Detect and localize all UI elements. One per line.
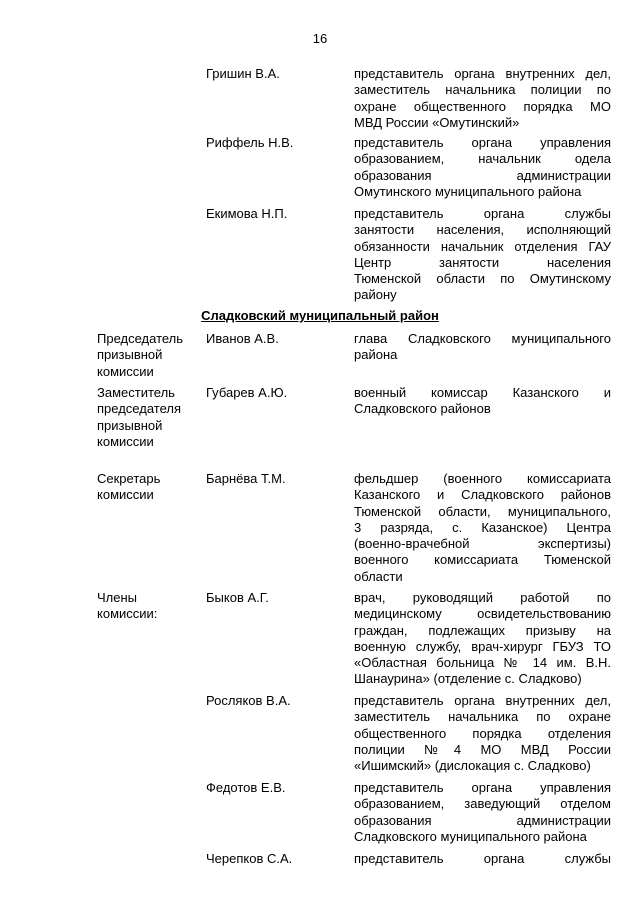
description-line: военный комиссар Казанского и — [354, 385, 611, 400]
description-line: занятости населения, исполняющий — [354, 222, 611, 238]
description-line: Шанаурина» (отделение с. Сладково) — [354, 671, 582, 687]
description-line: представитель органа управления — [354, 780, 611, 795]
role-line: Секретарь — [97, 471, 161, 486]
member-description — [354, 66, 611, 131]
member-description — [354, 780, 611, 845]
role-line: призывной — [97, 417, 163, 433]
member-name: Риффель Н.В. — [206, 135, 294, 150]
description-line: обязанности начальник отделения ГАУ — [354, 238, 611, 254]
member-name: Губарев А.Ю. — [206, 385, 288, 400]
description-line: общественного порядка отделения — [354, 725, 611, 741]
description-line: охране общественного порядка МО — [354, 98, 611, 114]
description-line: Сладковского муниципального района — [354, 828, 587, 844]
description-line: представитель органа службы — [354, 851, 611, 866]
member-description — [354, 693, 611, 774]
role-line: председателя — [97, 401, 182, 417]
description-line: района — [354, 347, 398, 363]
description-line: представитель органа внутренних дел, — [354, 693, 611, 708]
description-line: образования администрации — [354, 167, 611, 183]
member-description — [354, 851, 611, 867]
section-title: Сладковский муниципальный район — [201, 308, 439, 323]
description-line: представитель органа внутренних дел, — [354, 66, 611, 81]
member-name: Барнёва Т.М. — [206, 471, 286, 486]
description-line: «Ишимский» (дислокация с. Сладково) — [354, 758, 591, 774]
description-line: заместитель начальника полиции по — [354, 82, 611, 98]
member-description — [354, 385, 611, 418]
description-line: Казанского и Сладковского районов — [354, 487, 611, 503]
member-role — [97, 471, 201, 504]
role-line: комиссии — [97, 487, 154, 503]
description-line: 3 разряда, с. Казанское) Центра — [354, 519, 611, 535]
description-line: представитель органа управления — [354, 135, 611, 150]
member-description — [354, 135, 611, 200]
description-line: граждан, подлежащих призыву на — [354, 622, 611, 638]
member-name: Росляков В.А. — [206, 693, 291, 708]
description-line: (военно-врачебной экспертизы) — [354, 536, 611, 552]
role-line: Председатель — [97, 331, 184, 346]
description-line: полиции №4 МО МВД России — [354, 741, 611, 757]
description-line: Тюменской области по Омутинскому — [354, 271, 611, 287]
member-name: Екимова Н.П. — [206, 206, 288, 221]
role-line: комиссии — [97, 433, 154, 449]
description-line: глава Сладковского муниципального — [354, 331, 611, 346]
member-name: Гришин В.А. — [206, 66, 280, 81]
description-line: Омутинского муниципального района — [354, 183, 582, 199]
role-line: призывной — [97, 347, 163, 363]
description-line: Тюменской области, муниципального, — [354, 503, 611, 519]
description-line: Сладковского районов — [354, 401, 491, 417]
description-line: образованием, заведующий отделом — [354, 796, 611, 812]
member-name: Иванов А.В. — [206, 331, 279, 346]
description-line: Центр занятости населения — [354, 254, 611, 270]
member-description — [354, 331, 611, 364]
description-line: медицинскому освидетельствованию — [354, 606, 611, 622]
role-line: комиссии — [97, 363, 154, 379]
member-name: Федотов Е.В. — [206, 780, 286, 795]
description-line: «Областная больница № 14 им. В.Н. — [354, 655, 611, 671]
description-line: МВД России «Омутинский» — [354, 114, 520, 130]
description-line: военную службу, врач-хирург ГБУЗ ТО — [354, 638, 611, 654]
member-description — [354, 206, 611, 304]
role-line: Заместитель — [97, 385, 175, 400]
page-number: 16 — [312, 31, 328, 46]
description-line: образованием, начальник одела — [354, 151, 611, 167]
description-line: фельдшер (военного комиссариата — [354, 471, 611, 486]
member-name: Быков А.Г. — [206, 590, 269, 605]
member-role — [97, 590, 201, 623]
member-name: Черепков С.А. — [206, 851, 293, 866]
description-line: району — [354, 287, 397, 303]
description-line: образования администрации — [354, 812, 611, 828]
role-line: комиссии: — [97, 606, 158, 622]
role-line: Члены — [97, 590, 138, 605]
member-description — [354, 471, 611, 585]
description-line: области — [354, 568, 403, 584]
member-role — [97, 331, 201, 380]
description-line: заместитель начальника по охране — [354, 709, 611, 725]
description-line: военного комиссариата Тюменской — [354, 552, 611, 568]
member-description — [354, 590, 611, 688]
member-role — [97, 385, 201, 450]
description-line: представитель органа службы — [354, 206, 611, 221]
description-line: врач, руководящий работой по — [354, 590, 611, 605]
